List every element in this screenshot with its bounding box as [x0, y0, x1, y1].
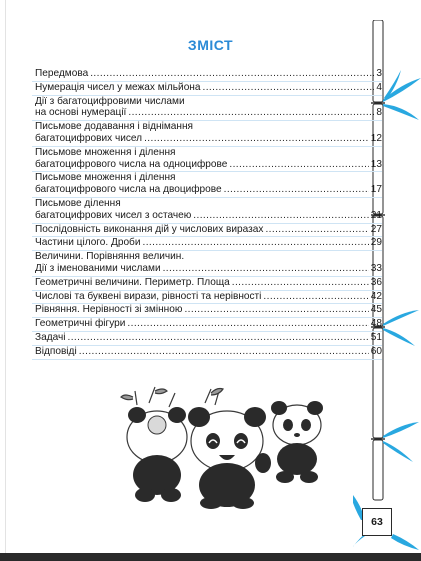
toc-entry-title: Письмове множення і ділення: [35, 146, 176, 158]
toc-entry[interactable]: [32, 291, 382, 305]
toc-entry-line: [35, 82, 382, 94]
toc-entry-line: [35, 318, 382, 330]
toc-entry[interactable]: [32, 224, 382, 238]
dot-leader: [90, 68, 374, 80]
toc-entry-title: Задачі: [35, 331, 66, 343]
toc-entry-line: [35, 198, 382, 210]
toc-entry-page-number: 3: [376, 68, 382, 79]
toc-entry-line: [35, 237, 382, 249]
toc-entry-line: [35, 172, 382, 184]
toc-entry-line: [35, 68, 382, 80]
toc-entry-line: [35, 291, 382, 303]
toc-entry-page-number: 33: [370, 262, 382, 274]
toc-entry-title: Письмове множення і ділення: [35, 172, 176, 184]
dot-leader: [142, 237, 368, 249]
toc-entry-line: [35, 304, 382, 316]
toc-entry-title: Письмове ділення: [35, 197, 121, 209]
toc-entry-title: Передмова: [35, 68, 89, 79]
toc-entry-line: [35, 107, 382, 119]
dot-leader: [68, 332, 369, 344]
toc-entry-line: [35, 263, 382, 275]
toc-entry[interactable]: [32, 82, 382, 96]
dot-leader: [263, 291, 368, 303]
toc-entry-line: [35, 277, 382, 289]
toc-entry-page-number: 4: [376, 81, 382, 93]
toc-entry-title: Геометричні фігури: [35, 318, 126, 330]
toc-entry-title: Рівняння. Нерівності зі змінною: [35, 304, 183, 316]
toc-entry-line: [35, 121, 382, 133]
toc-entry-page-number: 12: [370, 132, 382, 144]
toc-entry-title: багатоцифрового числа на одноцифрове: [35, 158, 228, 170]
toc-entry[interactable]: [32, 318, 382, 332]
toc-entry-line: [35, 346, 382, 358]
toc-entry-page-number: 29: [370, 237, 382, 249]
dot-leader: [144, 133, 369, 145]
toc-entry-title: Величини. Порівняння величин.: [35, 251, 185, 263]
toc-entry-title: багатоцифрового числа на двоцифрове: [35, 184, 222, 196]
toc-entry-line: [35, 332, 382, 344]
toc-entry-page-number: 48: [370, 318, 382, 330]
toc-entry-page-number: 21: [370, 209, 382, 221]
pandas-illustration: [115, 385, 345, 510]
dot-leader: [232, 277, 369, 289]
toc-entry-title: Нумерація чисел у межах мільйона: [35, 81, 201, 93]
toc-entry[interactable]: [32, 277, 382, 291]
bottom-border: [0, 553, 421, 561]
toc-entry-page-number: 51: [370, 331, 382, 343]
toc-entry[interactable]: [32, 68, 382, 82]
toc-entry-line: [35, 184, 382, 196]
dot-leader: [193, 210, 368, 222]
toc-entry[interactable]: [32, 332, 382, 346]
toc-entry-line: [35, 147, 382, 159]
dot-leader: [128, 107, 374, 119]
toc-entry-page-number: 17: [370, 184, 382, 196]
toc-entry-page-number: 42: [370, 290, 382, 302]
toc-entry-line: [35, 251, 382, 263]
toc-entry[interactable]: [32, 147, 382, 173]
dot-leader: [79, 346, 369, 358]
toc-entry-line: [35, 133, 382, 145]
toc-entry-title: Дії з багатоцифровими числами: [35, 95, 185, 107]
toc-entry-title: багатоцифрових чисел: [35, 132, 143, 144]
toc-entry-title: багатоцифрових чисел з остачею: [35, 209, 192, 221]
toc-entry-page-number: 45: [370, 304, 382, 316]
toc-entry-page-number: 8: [376, 107, 382, 119]
toc-entry-line: [35, 224, 382, 236]
toc-entry-line: [35, 96, 382, 108]
toc-entry-page-number: 36: [370, 276, 382, 288]
toc-entry[interactable]: [32, 237, 382, 251]
toc-entry[interactable]: [32, 198, 382, 224]
dot-leader: [229, 159, 368, 171]
toc-entry-title: Частини цілого. Дроби: [35, 237, 141, 249]
toc-entry-title: Геометричні величини. Периметр. Площа: [35, 276, 230, 288]
toc-entry-title: Числові та буквені вирази, рівності та нерівності: [35, 290, 262, 302]
toc-entry-title: на основі нумерації: [35, 107, 127, 119]
toc-entry[interactable]: [32, 251, 382, 277]
dot-leader: [163, 263, 369, 275]
dot-leader: [224, 184, 369, 196]
toc-entry-line: [35, 210, 382, 222]
toc-entry[interactable]: [32, 172, 382, 198]
dot-leader: [265, 224, 368, 236]
toc-entry-title: Відповіді: [35, 345, 77, 357]
page-number: 63: [362, 508, 392, 536]
toc-entry-title: Дії з іменованими числами: [35, 262, 161, 274]
toc-entry-line: [35, 159, 382, 171]
toc-entry-page-number: 27: [370, 223, 382, 235]
toc-entry-title: Послідовність виконання дій у числових виразах: [35, 223, 264, 235]
toc-entry-title: Письмове додавання і віднімання: [35, 121, 194, 133]
toc-entry[interactable]: [32, 346, 382, 360]
page-title: ЗМІСТ: [187, 37, 234, 53]
dot-leader: [127, 318, 368, 330]
table-of-contents: [32, 68, 382, 360]
toc-entry[interactable]: [32, 121, 382, 147]
toc-entry-page-number: 13: [370, 158, 382, 170]
toc-entry[interactable]: [32, 96, 382, 122]
dot-leader: [184, 304, 368, 316]
toc-entry[interactable]: [32, 304, 382, 318]
toc-entry-page-number: 60: [370, 345, 382, 357]
dot-leader: [203, 82, 375, 94]
